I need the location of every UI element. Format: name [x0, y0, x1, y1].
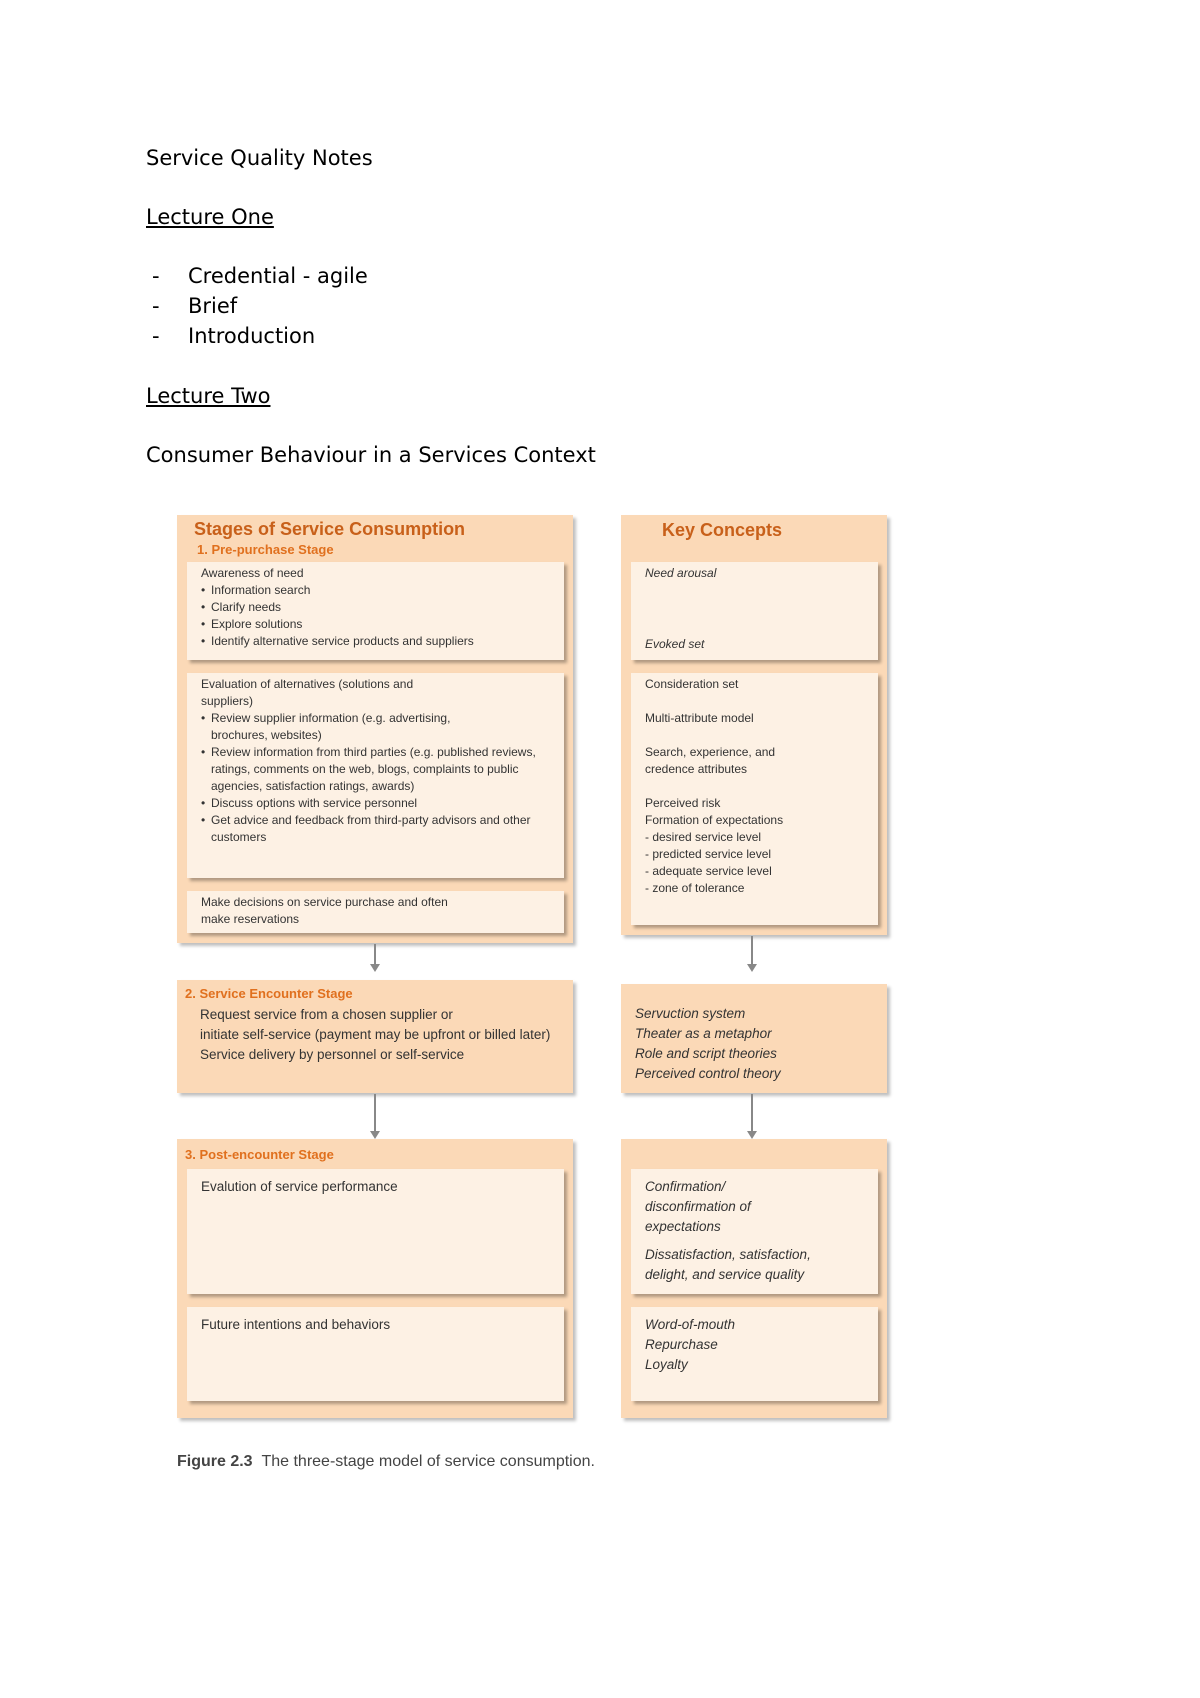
bullet-item: - Introduction: [152, 324, 316, 348]
page-title: Service Quality Notes: [146, 146, 373, 170]
list-item: • Information search: [201, 582, 550, 599]
stage3-panel: [177, 1139, 573, 1418]
list-item: • Identify alternative service products and suppliers: [201, 633, 550, 650]
figure-caption: Figure 2.3 The three-stage model of service consumption.: [177, 1453, 595, 1470]
stage1-evaluation-box: Evaluation of alternatives (solutions and suppliers) • Review supplier information (e.g. advertising, brochures, websites) • Review information from third parties (e.g. published reviews, ratings, comments on the web, blogs, complaints to public agencies, satisfaction ratings, awards) • Discuss options with service personnel • Get advice and feedback from third-party advisors and other customers: [187, 673, 564, 878]
list-item: • Review supplier information (e.g. advertising, brochures, websites): [201, 710, 461, 744]
stage3-future-box: Future intentions and behaviors: [187, 1307, 564, 1401]
figure-right-title: Key Concepts: [662, 520, 783, 540]
stage3-evaluation-box: Evalution of service performance: [187, 1169, 564, 1294]
concepts3-panel: [621, 1139, 887, 1418]
concepts-need-box: Need arousal Evoked set: [631, 562, 878, 660]
list-item: • Explore solutions: [201, 616, 550, 633]
stage1-label: 1. Pre-purchase Stage: [197, 542, 334, 557]
list-item: • Get advice and feedback from third-party advisors and other customers: [201, 812, 541, 846]
arrow-down-icon: [374, 1094, 376, 1137]
list-item: • Review information from third parties (e.g. published reviews, ratings, comments on the web, blogs, complaints to public agencies, satisfaction ratings, awards): [201, 744, 536, 795]
stage1-panel: [177, 515, 573, 943]
list-item: - desired service level: [645, 830, 762, 844]
concepts3-evaluation-box: Confirmation/ disconfirmation of expectations Dissatisfaction, satisfaction, delight, and service quality: [631, 1169, 878, 1294]
concepts-evaluation-box: Consideration set Multi-attribute model Search, experience, and credence attributes Perceived risk Formation of expectations - desired service level - predicted service level - adequate service level - zone of tolerance: [631, 673, 878, 925]
section-heading: Consumer Behaviour in a Services Context: [146, 443, 596, 467]
heading-lecture-two: Lecture Two: [146, 384, 271, 408]
concepts1-panel: [621, 515, 887, 935]
list-item: • Discuss options with service personnel: [201, 795, 550, 812]
bullet-item: - Brief: [152, 294, 238, 318]
list-item: - adequate service level: [645, 864, 772, 878]
arrow-down-icon: [751, 936, 753, 970]
list-item: - predicted service level: [645, 847, 772, 861]
arrow-down-icon: [751, 1094, 753, 1137]
concepts2-text: Servuction system Theater as a metaphor Role and script theories Perceived control theory: [635, 1006, 781, 1081]
concepts3-future-box: Word-of-mouth Repurchase Loyalty: [631, 1307, 878, 1401]
arrow-down-icon: [374, 944, 376, 970]
stage1-decision-box: Make decisions on service purchase and often make reservations: [187, 891, 564, 933]
stage2-label: 2. Service Encounter Stage: [185, 986, 353, 1001]
list-item: - zone of tolerance: [645, 881, 745, 895]
list-item: • Clarify needs: [201, 599, 550, 616]
concepts2-panel: [621, 984, 887, 1093]
heading-lecture-one: Lecture One: [146, 205, 274, 229]
stage3-label: 3. Post-encounter Stage: [185, 1147, 334, 1162]
stage2-text: Request service from a chosen supplier or initiate self-service (payment may be upfront or billed later) Service delivery by personnel or self-service: [200, 1007, 551, 1062]
stage1-awareness-box: Awareness of need • Information search • Clarify needs • Explore solutions • Identify alternative service products and suppliers: [187, 562, 564, 660]
bullet-item: - Credential - agile: [152, 264, 368, 288]
stage2-panel: [177, 980, 573, 1093]
figure-left-title: Stages of Service Consumption: [194, 519, 466, 539]
